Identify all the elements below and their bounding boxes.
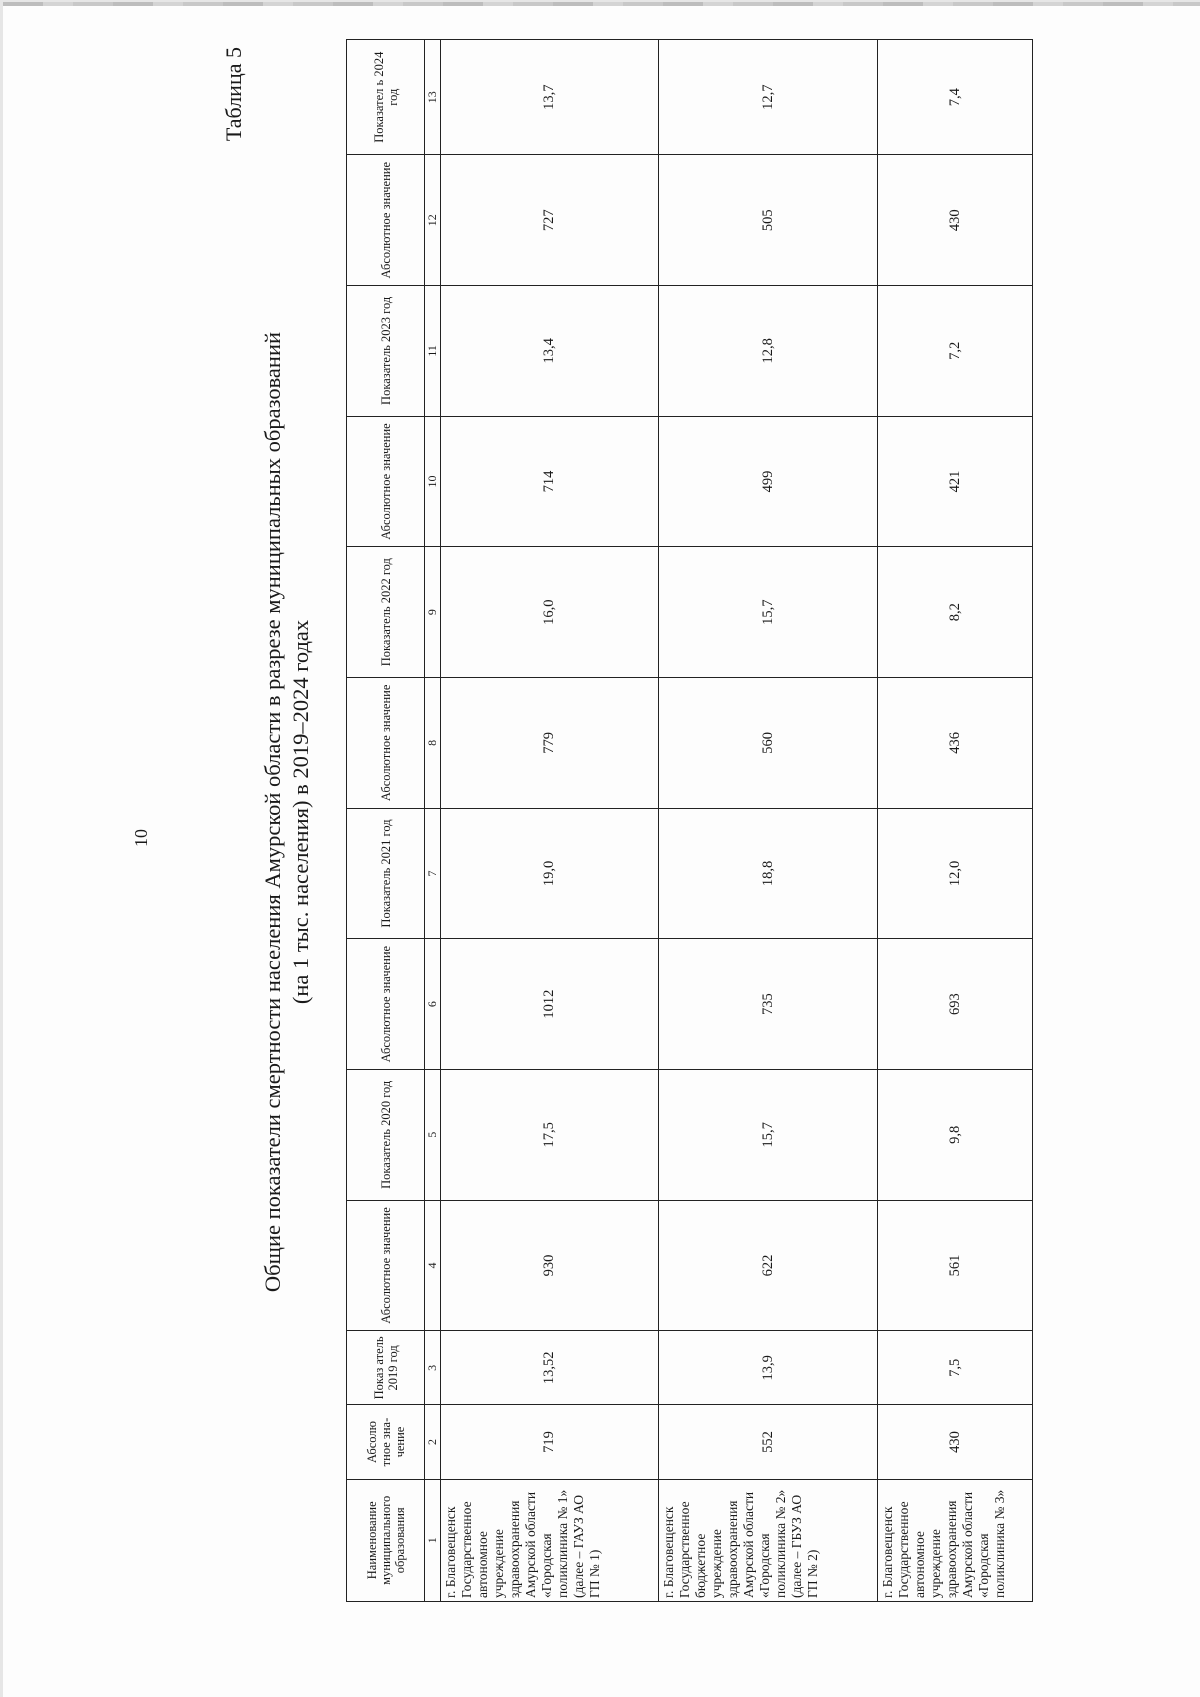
rate-2021: 12,0 bbox=[878, 808, 1033, 939]
column-number: 12 bbox=[425, 155, 441, 286]
abs-2020: 561 bbox=[878, 1200, 1033, 1331]
column-number: 8 bbox=[425, 678, 441, 809]
header-municipality: Наименование муниципального образования bbox=[347, 1479, 425, 1601]
scan-edge bbox=[3, 2, 1200, 6]
header-abs-2021: Абсолютное значение bbox=[347, 939, 425, 1070]
rate-2023: 12,8 bbox=[659, 286, 878, 417]
column-number: 10 bbox=[425, 416, 441, 547]
abs-2023: 421 bbox=[878, 416, 1033, 547]
column-number: 2 bbox=[425, 1405, 441, 1479]
rate-2020: 9,8 bbox=[878, 1069, 1033, 1200]
header-rate-2024: Показател ь 2024 год bbox=[347, 40, 425, 155]
column-number: 6 bbox=[425, 939, 441, 1070]
table-row bbox=[441, 40, 659, 1602]
rate-2024: 13,7 bbox=[441, 40, 659, 155]
abs-2021: 1012 bbox=[441, 939, 659, 1070]
abs-2022: 779 bbox=[441, 678, 659, 809]
abs-2024: 727 bbox=[441, 155, 659, 286]
abs-2023: 499 bbox=[659, 416, 878, 547]
rate-2023: 13,4 bbox=[441, 286, 659, 417]
rate-2019: 13,52 bbox=[441, 1331, 659, 1405]
column-number: 1 bbox=[425, 1479, 441, 1601]
abs-2023: 714 bbox=[441, 416, 659, 547]
rate-2020: 15,7 bbox=[659, 1069, 878, 1200]
rotated-content bbox=[121, 22, 1081, 1602]
rate-2021: 19,0 bbox=[441, 808, 659, 939]
abs-2024: 505 bbox=[659, 155, 878, 286]
abs-2019: 430 bbox=[878, 1405, 1033, 1479]
header-rate-2023: Показатель 2023 год bbox=[347, 286, 425, 417]
abs-2020: 930 bbox=[441, 1200, 659, 1331]
column-number: 5 bbox=[425, 1069, 441, 1200]
header-abs-2019: Абсолю тное зна- чение bbox=[347, 1405, 425, 1479]
column-number: 11 bbox=[425, 286, 441, 417]
abs-2021: 693 bbox=[878, 939, 1033, 1070]
header-abs-2022: Абсолютное значение bbox=[347, 678, 425, 809]
column-number: 9 bbox=[425, 547, 441, 678]
abs-2019: 719 bbox=[441, 1405, 659, 1479]
rate-2024: 12,7 bbox=[659, 40, 878, 155]
rate-2019: 7,5 bbox=[878, 1331, 1033, 1405]
abs-2021: 735 bbox=[659, 939, 878, 1070]
page-number: 10 bbox=[131, 829, 151, 847]
table-caption: Таблица 5 bbox=[221, 47, 246, 142]
column-number: 4 bbox=[425, 1200, 441, 1331]
mortality-table bbox=[346, 39, 1033, 1602]
header-rate-2022: Показатель 2022 год bbox=[347, 547, 425, 678]
rate-2019: 13,9 bbox=[659, 1331, 878, 1405]
rate-2021: 18,8 bbox=[659, 808, 878, 939]
column-number-row bbox=[425, 40, 441, 1602]
rate-2022: 15,7 bbox=[659, 547, 878, 678]
rate-2020: 17,5 bbox=[441, 1069, 659, 1200]
column-number: 7 bbox=[425, 808, 441, 939]
abs-2022: 560 bbox=[659, 678, 878, 809]
rate-2024: 7,4 bbox=[878, 40, 1033, 155]
abs-2020: 622 bbox=[659, 1200, 878, 1331]
rate-2022: 16,0 bbox=[441, 547, 659, 678]
title-line-2: (на 1 тыс. населения) в 2019–2024 годах bbox=[288, 619, 313, 1005]
header-abs-2024: Абсолютное значение bbox=[347, 155, 425, 286]
column-number: 13 bbox=[425, 40, 441, 155]
abs-2024: 430 bbox=[878, 155, 1033, 286]
abs-2019: 552 bbox=[659, 1405, 878, 1479]
table-row bbox=[659, 40, 878, 1602]
table-header-row bbox=[347, 40, 425, 1602]
header-abs-2023: Абсолютное значение bbox=[347, 416, 425, 547]
municipality-name: г. Благовещенск Государственное автономное учреждение здравоохранения Амурской области «Городская поликлиника № 3» bbox=[878, 1479, 1033, 1601]
municipality-name: г. Благовещенск Государственное автономное учреждение здравоохранения Амурской области «Городская поликлиника № 1» (далее – ГАУЗ АО ГП № 1) bbox=[441, 1479, 659, 1601]
header-abs-2020: Абсолютное значение bbox=[347, 1200, 425, 1331]
document-page bbox=[3, 2, 1200, 1697]
abs-2022: 436 bbox=[878, 678, 1033, 809]
title-line-1: Общие показатели смертности населения Амурской области в разрезе муниципальных образований bbox=[260, 331, 285, 1293]
municipality-name: г. Благовещенск Государственное бюджетное учреждение здравоохранения Амурской области «Городская поликлиника № 2» (далее – ГБУЗ АО ГП № 2) bbox=[659, 1479, 878, 1601]
rate-2022: 8,2 bbox=[878, 547, 1033, 678]
header-rate-2021: Показатель 2021 год bbox=[347, 808, 425, 939]
header-rate-2019: Показ атель 2019 год bbox=[347, 1331, 425, 1405]
table-row bbox=[878, 40, 1033, 1602]
document-title bbox=[259, 22, 315, 1602]
rate-2023: 7,2 bbox=[878, 286, 1033, 417]
header-rate-2020: Показатель 2020 год bbox=[347, 1069, 425, 1200]
column-number: 3 bbox=[425, 1331, 441, 1405]
